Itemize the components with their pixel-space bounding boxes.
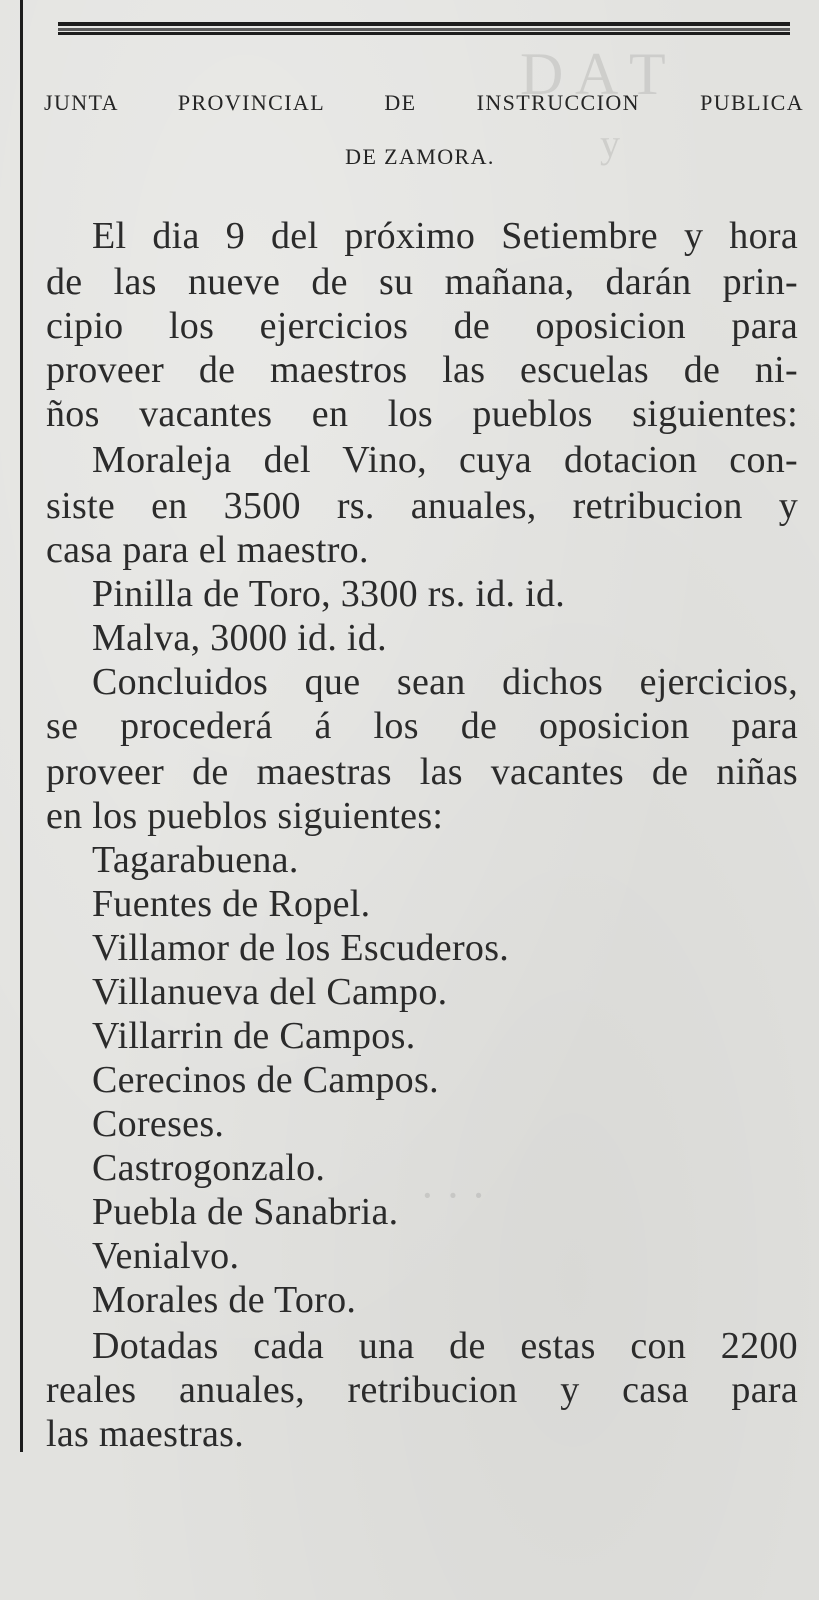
body-line: reales anuales, retribucion y casa para [46,1369,798,1411]
body-line: cipio los ejercicios de oposicion para [46,305,798,347]
header-rule [58,22,790,36]
list-item-town: Coreses. [92,1103,225,1145]
list-item-town: Castrogonzalo. [92,1147,326,1189]
body-line: de las nueve de su mañana, darán prin- [46,261,798,303]
column-left-rule [20,0,23,1452]
body-line: Moraleja del Vino, cuya dotacion con- [92,439,798,481]
list-item-town: Villarrin de Campos. [92,1015,416,1057]
body-line: siste en 3500 rs. anuales, retribucion y [46,485,798,527]
notice-heading-line-1: JUNTA PROVINCIAL DE INSTRUCCION PUBLICA [44,90,804,115]
body-line: proveer de maestras las vacantes de niñas [46,751,798,793]
body-line: El dia 9 del próximo Setiembre y hora [92,215,798,257]
body-line: en los pueblos siguientes: [46,795,444,837]
bleed-through-noise: y [600,121,620,166]
body-line: Concluidos que sean dichos ejercicios, [92,661,798,703]
body-line: ños vacantes en los pueblos siguientes: [46,393,798,435]
body-line: Pinilla de Toro, 3300 rs. id. id. [92,573,566,615]
list-item-town: Venialvo. [92,1235,240,1277]
body-line: casa para el maestro. [46,529,369,571]
list-item-town: Tagarabuena. [92,839,299,881]
body-line: Malva, 3000 id. id. [92,617,387,659]
body-line: se procederá á los de oposicion para [46,705,798,747]
body-line: las maestras. [46,1413,245,1455]
bleed-through-noise: D A T [520,41,666,107]
list-item-town: Villamor de los Escuderos. [92,927,510,969]
list-item-town: Fuentes de Ropel. [92,883,371,925]
list-item-town: Puebla de Sanabria. [92,1191,399,1233]
list-item-town: Cerecinos de Campos. [92,1059,439,1101]
notice-heading-line-2: DE ZAMORA. [345,144,495,169]
list-item-town: Morales de Toro. [92,1279,357,1321]
body-line: Dotadas cada una de estas con 2200 [92,1325,798,1367]
list-item-town: Villanueva del Campo. [92,971,448,1013]
body-line: proveer de maestros las escuelas de ni- [46,349,798,391]
bleed-through-noise: · · · [420,1171,486,1220]
